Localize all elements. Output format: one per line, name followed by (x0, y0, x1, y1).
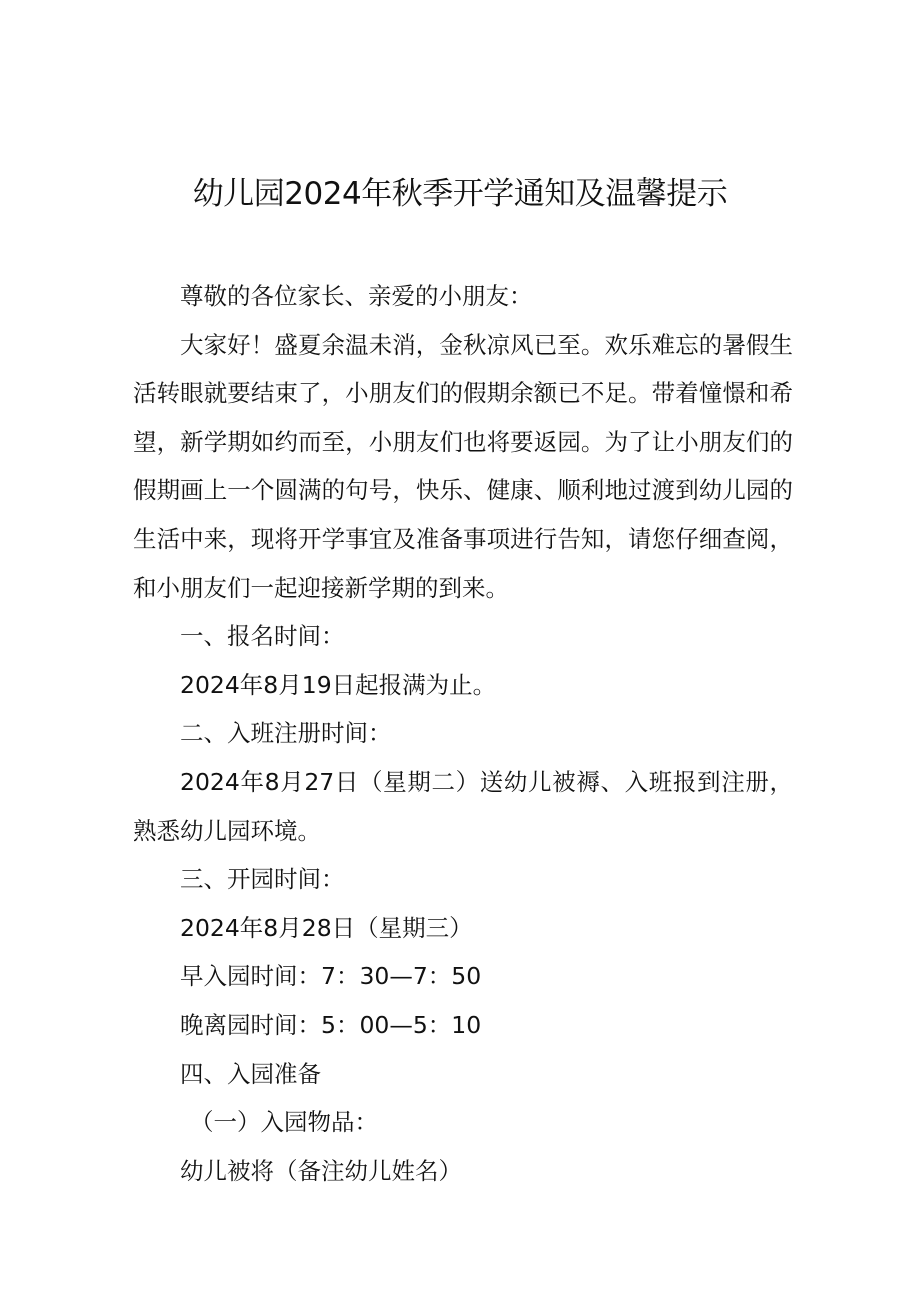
class-enrollment-detail: 2024年8月27日（星期二）送幼儿被褥、入班报到注册，熟悉幼儿园环境。 (133, 767, 793, 845)
subsection-heading-items: （一）入园物品： (190, 1108, 378, 1137)
section-heading-opening: 三、开园时间： (180, 865, 345, 894)
intro-paragraph: 大家好！盛夏余温未消，金秋凉风已至。欢乐难忘的暑假生活转眼就要结束了，小朋友们的假期余额已不足。带着憧憬和希望，新学期如约而至，小朋友们也将要返园。为了让小朋友们的假期画上一个圆满的句号，快乐、健康、顺利地过渡到幼儿园的生活中来，现将开学事宜及准备事项进行告知，请您仔细查阅，和小朋友们一起迎接新学期的到来。 (133, 330, 793, 602)
item-bedding: 幼儿被将（备注幼儿姓名） (180, 1156, 462, 1185)
document-body (133, 272, 793, 1195)
opening-date: 2024年8月28日（星期三） (180, 913, 473, 942)
evening-departure-time: 晚离园时间：5：00—5：10 (180, 1010, 482, 1039)
morning-arrival-time: 早入园时间：7：30—7：50 (180, 962, 482, 991)
section-heading-preparation: 四、入园准备 (180, 1059, 321, 1088)
document-title: 幼儿园2024年秋季开学通知及温馨提示 (192, 176, 728, 212)
section-heading-class-enrollment: 二、入班注册时间： (180, 719, 392, 748)
registration-date: 2024年8月19日起报满为止。 (180, 670, 497, 699)
salutation: 尊敬的各位家长、亲爱的小朋友： (180, 282, 533, 310)
section-heading-registration: 一、报名时间： (180, 622, 345, 651)
